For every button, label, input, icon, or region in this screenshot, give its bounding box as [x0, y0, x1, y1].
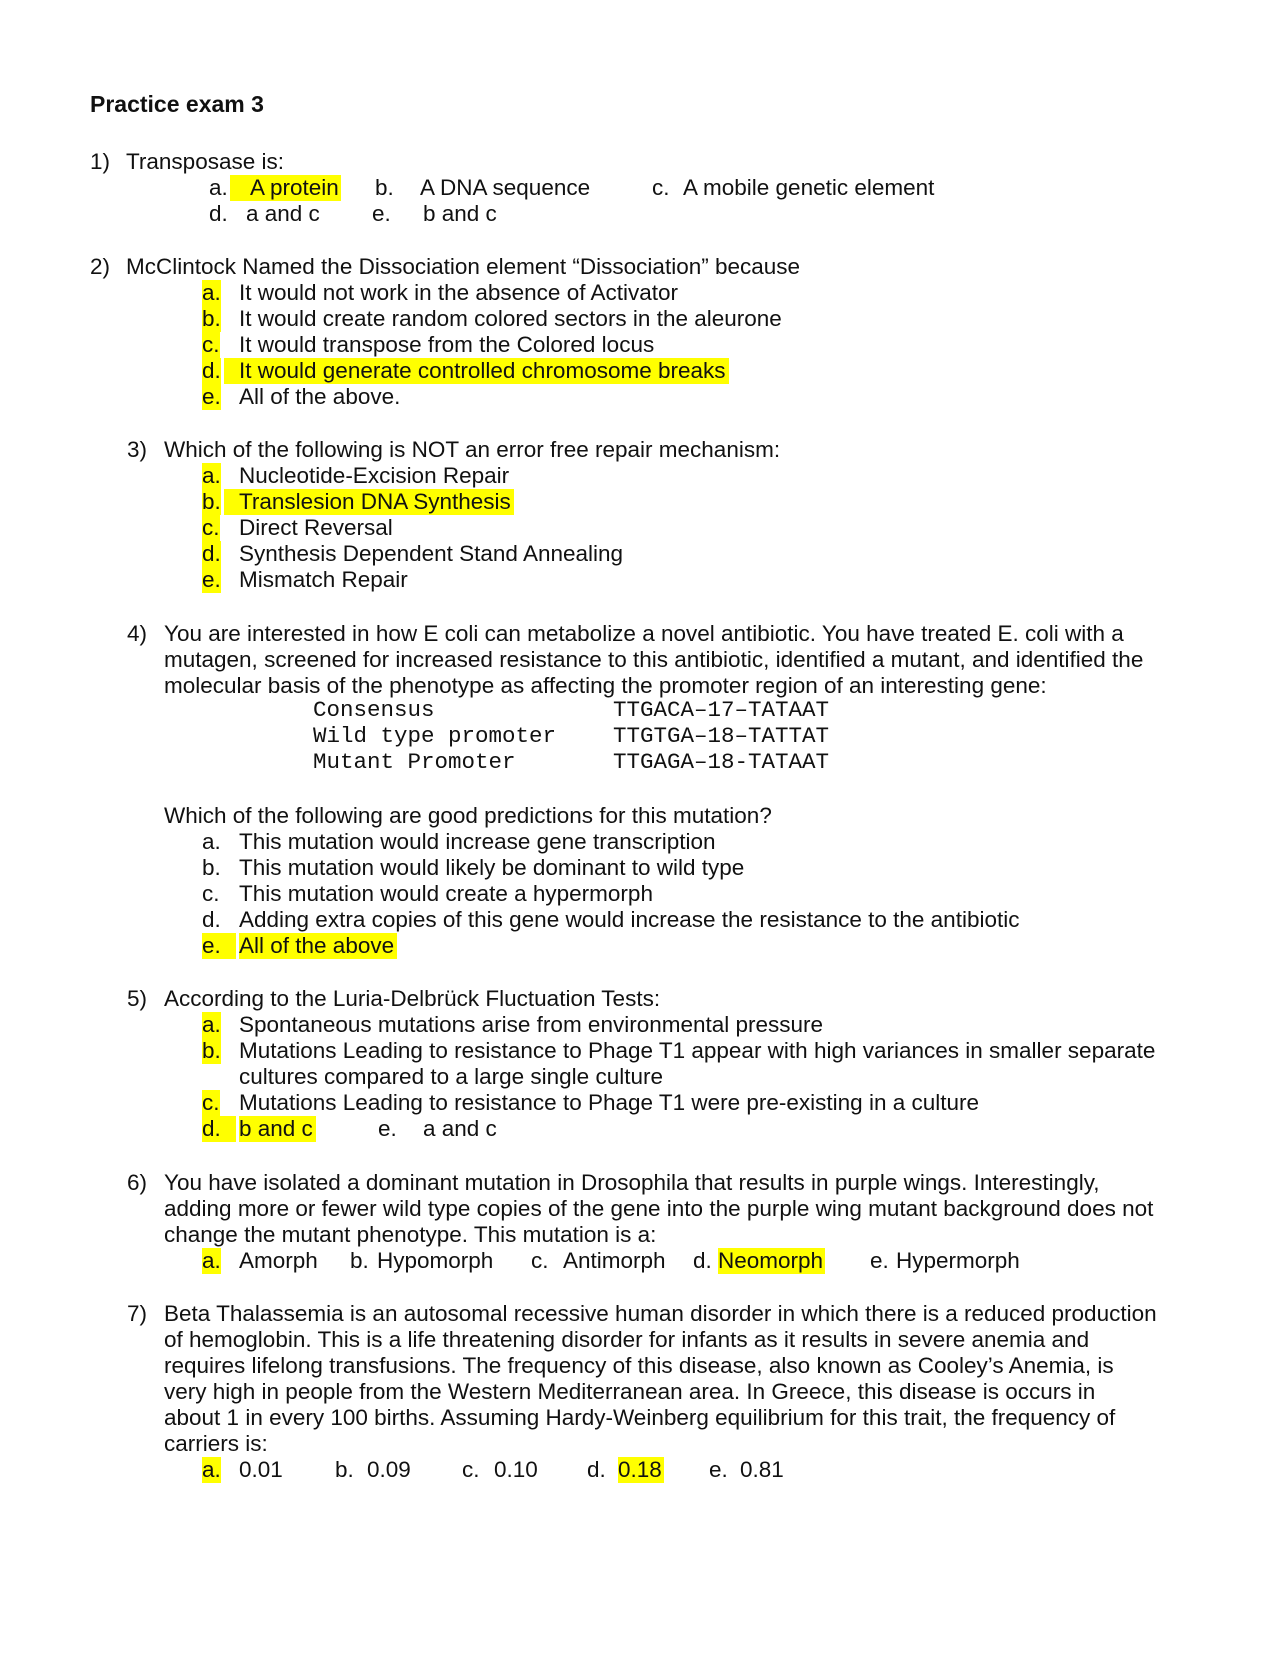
- question-stem-line: You are interested in how E coli can metabolize a novel antibiotic. You have treated E. coli with a: [164, 621, 1124, 646]
- option-letter-c: c.: [202, 1090, 220, 1115]
- option-letter-e: e.: [372, 201, 391, 226]
- option-letter-d: d.: [587, 1457, 606, 1482]
- option-text-c: 0.10: [494, 1457, 538, 1482]
- question-stem: According to the Luria-Delbrück Fluctuation Tests:: [164, 986, 661, 1011]
- promoter-seq-mutant: TTGAGA–18-TATAAT: [613, 749, 830, 775]
- option-text-a: This mutation would increase gene transcription: [239, 829, 716, 854]
- option-text-a: Spontaneous mutations arise from environmental pressure: [239, 1012, 824, 1037]
- option-text-e: All of the above: [239, 933, 397, 959]
- option-letter-a: a.: [202, 1012, 221, 1037]
- option-text-c: Mutations Leading to resistance to Phage T1 were pre-existing in a culture: [239, 1090, 980, 1115]
- option-text-e: a and c: [423, 1116, 497, 1141]
- option-letter-c: c.: [462, 1457, 480, 1482]
- option-text-a: Amorph: [239, 1248, 318, 1273]
- option-text-b: This mutation would likely be dominant to wild type: [239, 855, 745, 880]
- option-letter-b: b.: [335, 1457, 354, 1482]
- option-text-c: A mobile genetic element: [683, 175, 935, 200]
- question-stem-line: carriers is:: [164, 1431, 268, 1456]
- option-letter-c: c.: [202, 332, 220, 357]
- option-letter-e: e.: [870, 1248, 889, 1273]
- question-number: 7): [127, 1301, 148, 1326]
- question-stem-line: You have isolated a dominant mutation in Drosophila that results in purple wings. Interestingly,: [164, 1170, 1100, 1195]
- option-letter-b: b.: [350, 1248, 369, 1273]
- question-stem: Which of the following is NOT an error free repair mechanism:: [164, 437, 781, 462]
- question-stem-line: molecular basis of the phenotype as affecting the promoter region of an interesting gene:: [164, 673, 1047, 698]
- option-letter-d: d.: [209, 201, 228, 226]
- question-stem: Transposase is:: [126, 149, 284, 174]
- option-letter-d: d.: [693, 1248, 712, 1273]
- question-number: 5): [127, 986, 148, 1011]
- option-letter-b: b.: [202, 489, 221, 514]
- option-letter-a: a.: [202, 829, 221, 854]
- option-text-a: 0.01: [239, 1457, 283, 1482]
- question-stem: McClintock Named the Dissociation element “Dissociation” because: [126, 254, 801, 279]
- option-text-e: Mismatch Repair: [239, 567, 408, 592]
- option-letter-c: c.: [652, 175, 670, 200]
- option-letter-a: a.: [202, 463, 221, 488]
- question-number: 3): [127, 437, 148, 462]
- option-text-d: b and c: [239, 1116, 316, 1142]
- option-letter-e: e.: [202, 933, 236, 959]
- option-text-d: 0.18: [618, 1457, 662, 1482]
- option-text-d: Neomorph: [718, 1248, 824, 1273]
- question-stem-line: adding more or fewer wild type copies of the gene into the purple wing mutant background does not: [164, 1196, 1154, 1221]
- question-stem-line: very high in people from the Western Mediterranean area. In Greece, this disease is occurs in: [164, 1379, 1096, 1404]
- option-letter-c: c.: [202, 515, 220, 540]
- option-letter-c: c.: [202, 881, 220, 906]
- promoter-name-mutant: Mutant Promoter: [313, 749, 516, 775]
- option-letter-a: a.: [202, 1457, 221, 1482]
- option-text-e: b and c: [423, 201, 497, 226]
- option-text-e: All of the above.: [239, 384, 401, 409]
- option-letter-e: e.: [202, 384, 221, 409]
- option-text-e: Hypermorph: [896, 1248, 1020, 1273]
- option-text-c: This mutation would create a hypermorph: [239, 881, 653, 906]
- option-text-b: It would create random colored sectors in the aleurone: [239, 306, 782, 331]
- option-letter-b: b.: [202, 855, 221, 880]
- question-stem-line: about 1 in every 100 births. Assuming Hardy-Weinberg equilibrium for this trait, the frequency of: [164, 1405, 1116, 1430]
- question-number: 2): [90, 254, 111, 279]
- page-title: Practice exam 3: [90, 91, 264, 117]
- option-letter-a: a.: [202, 1248, 221, 1273]
- option-text-d: a and c: [246, 201, 320, 226]
- option-text-a: It would not work in the absence of Activator: [239, 280, 678, 305]
- option-letter-e: e.: [378, 1116, 397, 1141]
- option-letter-a: a.: [202, 280, 221, 305]
- option-text-a: A protein: [230, 175, 341, 201]
- promoter-name-consensus: Consensus: [313, 697, 435, 723]
- question-number: 6): [127, 1170, 148, 1195]
- option-letter-a: a.: [209, 175, 228, 200]
- option-letter-e: e.: [709, 1457, 728, 1482]
- option-text-b: Translesion DNA Synthesis: [224, 489, 514, 515]
- option-letter-d: d.: [202, 358, 221, 383]
- option-text-b: A DNA sequence: [420, 175, 591, 200]
- promoter-name-wild-type: Wild type promoter: [313, 723, 557, 749]
- question-stem-line: change the mutant phenotype. This mutation is a:: [164, 1222, 657, 1247]
- question-stem-line: requires lifelong transfusions. The frequency of this disease, also known as Cooley’s Anemia, is: [164, 1353, 1114, 1378]
- option-letter-d: d.: [202, 541, 221, 566]
- option-letter-d: d.: [202, 1116, 236, 1142]
- option-letter-c: c.: [531, 1248, 549, 1273]
- option-letter-b: b.: [375, 175, 394, 200]
- question-subprompt: Which of the following are good predictions for this mutation?: [164, 803, 772, 828]
- promoter-seq-consensus: TTGACA–17–TATAAT: [613, 697, 830, 723]
- option-text-c: Direct Reversal: [239, 515, 393, 540]
- option-text-d: Synthesis Dependent Stand Annealing: [239, 541, 624, 566]
- option-letter-d: d.: [202, 907, 221, 932]
- option-text-a: Nucleotide-Excision Repair: [239, 463, 510, 488]
- question-number: 4): [127, 621, 148, 646]
- option-text-c: It would transpose from the Colored locus: [239, 332, 655, 357]
- option-text-b-continued: cultures compared to a large single culture: [239, 1064, 663, 1089]
- question-number: 1): [90, 149, 111, 174]
- option-letter-b: b.: [202, 306, 221, 331]
- option-text-c: Antimorph: [563, 1248, 666, 1273]
- option-text-b: 0.09: [367, 1457, 411, 1482]
- option-text-b: Hypomorph: [377, 1248, 494, 1273]
- question-stem-line: mutagen, screened for increased resistance to this antibiotic, identified a mutant, and identified the: [164, 647, 1144, 672]
- option-text-d: It would generate controlled chromosome breaks: [224, 358, 729, 384]
- option-letter-e: e.: [202, 567, 221, 592]
- option-text-d: Adding extra copies of this gene would increase the resistance to the antibiotic: [239, 907, 1020, 932]
- option-text-b: Mutations Leading to resistance to Phage T1 appear with high variances in smaller separate: [239, 1038, 1156, 1063]
- promoter-seq-wild-type: TTGTGA–18–TATTAT: [613, 723, 830, 749]
- question-stem-line: of hemoglobin. This is a life threatening disorder for infants as it results in severe anemia and: [164, 1327, 1090, 1352]
- question-stem-line: Beta Thalassemia is an autosomal recessive human disorder in which there is a reduced production: [164, 1301, 1157, 1326]
- option-letter-b: b.: [202, 1038, 221, 1063]
- option-text-e: 0.81: [740, 1457, 784, 1482]
